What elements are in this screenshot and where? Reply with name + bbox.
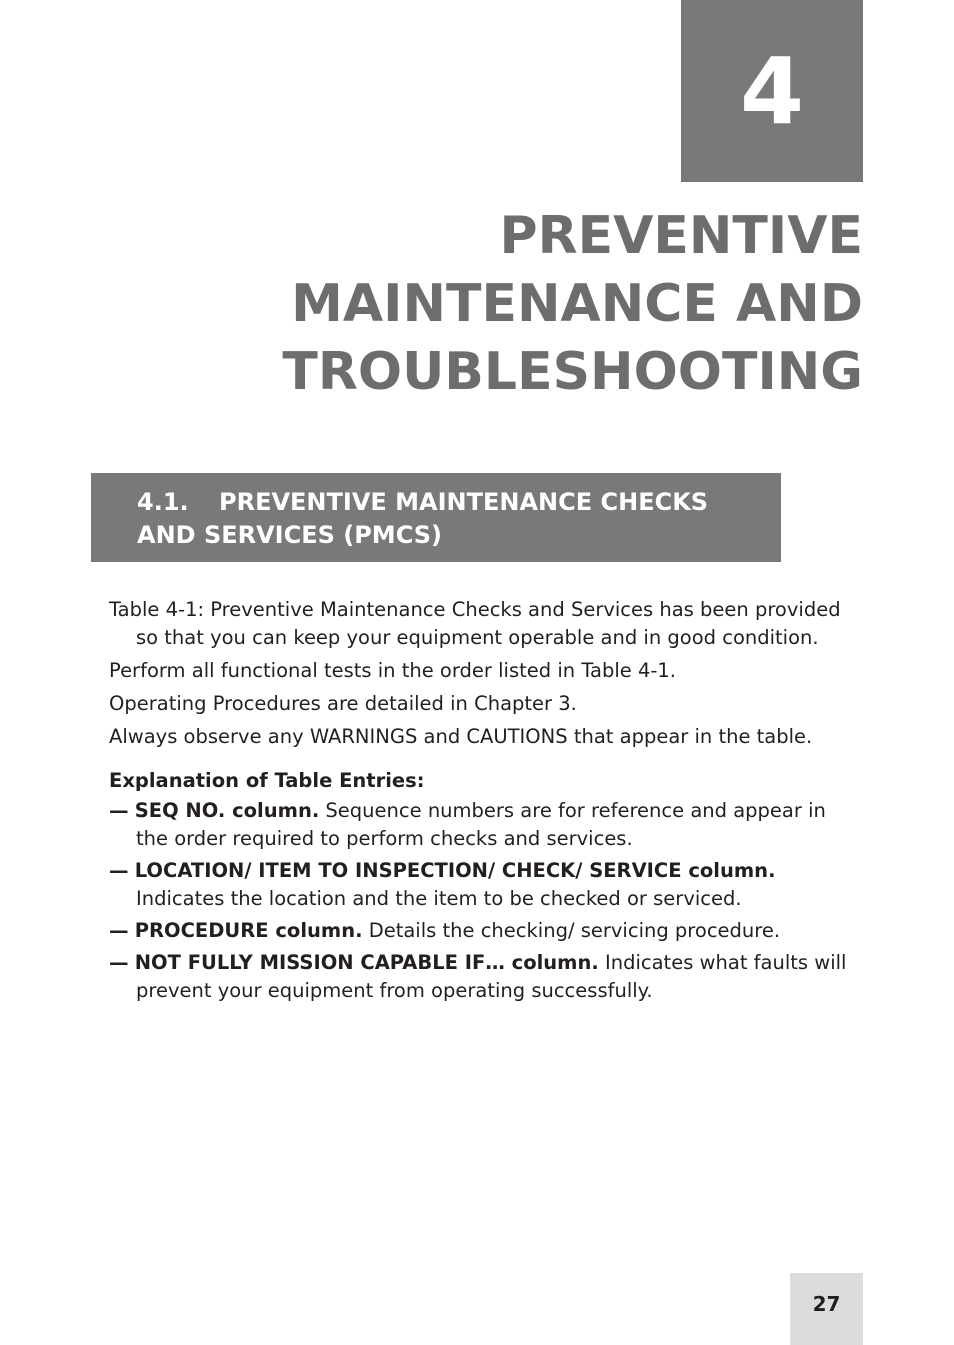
chapter-title-line: MAINTENANCE AND	[291, 274, 863, 334]
explanation-term: NOT FULLY MISSION CAPABLE IF… column.	[134, 951, 599, 974]
page-number: 27	[812, 1292, 841, 1316]
chapter-number: 4	[739, 38, 804, 145]
explanation-text: Indicates the location and the item to be checked or serviced.	[136, 887, 742, 910]
explanation-item	[109, 797, 863, 853]
explanation-text: Indicates what faults will prevent your equipment from operating successfully.	[136, 951, 847, 1002]
section-number: 4.1.	[137, 488, 189, 516]
explanation-text: Details the checking/ servicing procedure.	[362, 919, 781, 942]
paragraph: Table 4-1: Preventive Maintenance Checks and Services has been provided so that you can keep your equipment operable and in good condition.	[109, 598, 841, 649]
explanation-term: SEQ NO. column.	[134, 799, 320, 822]
chapter-title	[163, 202, 863, 406]
section-heading-banner	[91, 473, 781, 562]
section-heading-line	[137, 486, 761, 519]
explanation-term: PROCEDURE column.	[134, 919, 363, 942]
body-text	[109, 596, 863, 1009]
explanation-text: Sequence numbers are for reference and appear in the order required to perform checks and services.	[136, 799, 826, 850]
section-title-line2: AND SERVICES (PMCS)	[137, 521, 443, 549]
page-number-box	[790, 1273, 863, 1345]
chapter-title-line: TROUBLESHOOTING	[282, 342, 863, 402]
section-title-line1: PREVENTIVE MAINTENANCE CHECKS	[219, 488, 709, 516]
dash-marker: —	[109, 951, 129, 974]
dash-marker: —	[109, 859, 129, 882]
explanation-item	[109, 857, 863, 913]
explanation-heading: Explanation of Table Entries:	[109, 769, 425, 792]
dash-marker: —	[109, 919, 129, 942]
explanation-item	[109, 949, 863, 1005]
paragraph: Perform all functional tests in the order listed in Table 4-1.	[109, 659, 676, 682]
chapter-title-line: PREVENTIVE	[499, 206, 863, 266]
paragraph: Always observe any WARNINGS and CAUTIONS that appear in the table.	[109, 725, 813, 748]
explanation-item	[109, 917, 863, 945]
explanation-term: LOCATION/ ITEM TO INSPECTION/ CHECK/ SERVICE column.	[134, 859, 776, 882]
paragraph: Operating Procedures are detailed in Chapter 3.	[109, 692, 577, 715]
chapter-number-box	[681, 0, 863, 182]
dash-marker: —	[109, 799, 129, 822]
